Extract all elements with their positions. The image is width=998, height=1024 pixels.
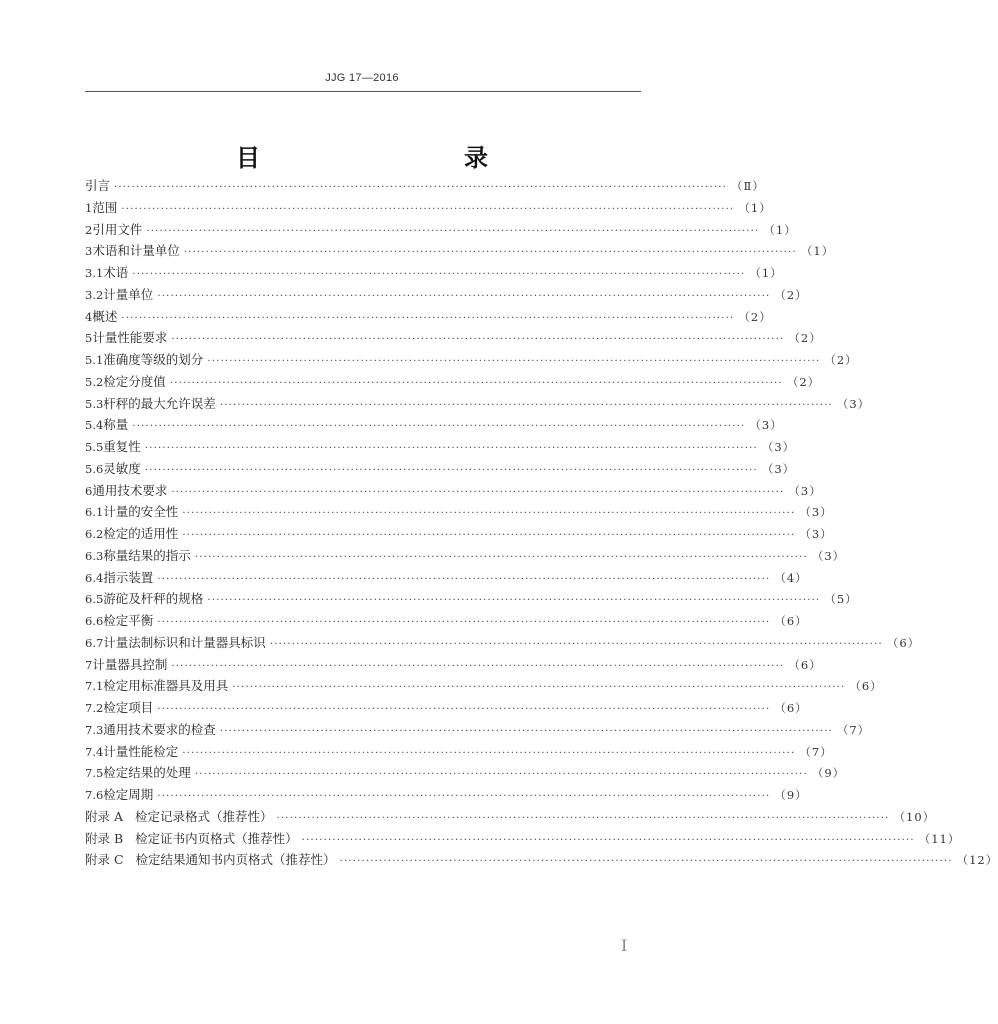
toc-entry-number: 附录 A xyxy=(85,808,124,824)
toc-entry-number: 5.1 xyxy=(85,353,104,367)
toc-entry-number: 6.6 xyxy=(85,614,104,628)
toc-dot-leader: ············································································································································ xyxy=(194,551,808,563)
toc-entry-label: 术语 xyxy=(103,265,129,280)
toc-dot-leader: ············································································································································ xyxy=(232,682,846,694)
toc-dot-leader: ············································································································································ xyxy=(144,464,758,476)
toc-entry[interactable] xyxy=(85,197,772,219)
page-title: 目 录 xyxy=(236,144,540,173)
toc-entry-label: 重复性 xyxy=(103,439,141,454)
toc-entry-number: 7.3 xyxy=(85,722,104,737)
header-divider xyxy=(85,91,641,92)
toc-entry-label: 称量结果的指示 xyxy=(103,547,191,563)
toc-entry-label: 检定结果的处理 xyxy=(103,765,191,781)
toc-entry[interactable] xyxy=(85,632,921,654)
toc-entry[interactable] xyxy=(85,436,796,458)
toc-entry-page: （7） xyxy=(799,744,833,759)
toc-dot-leader: ············································································································································ xyxy=(132,421,746,433)
toc-entry-page: （1） xyxy=(800,244,835,259)
toc-entry-label: 灵敏度 xyxy=(103,460,141,476)
toc-entry[interactable] xyxy=(85,523,833,545)
toc-dot-leader: ············································································································································ xyxy=(146,225,760,237)
toc-entry[interactable] xyxy=(85,567,808,589)
toc-entry-page: （3） xyxy=(761,440,796,454)
toc-dot-leader: ············································································································································ xyxy=(207,595,821,607)
toc-dot-leader: ············································································································································ xyxy=(121,203,735,215)
toc-entry-number: 3.1 xyxy=(85,266,104,280)
toc-entry-number: 2 xyxy=(85,222,93,237)
toc-dot-leader: ············································································································································ xyxy=(207,356,821,367)
toc-entry-label: 计量性能检定 xyxy=(103,743,179,759)
toc-entry-label: 计量的安全性 xyxy=(103,504,179,520)
toc-entry-label: 游砣及杆秤的规格 xyxy=(103,591,204,607)
toc-entry-page: （9） xyxy=(811,766,846,781)
toc-entry-page: （12） xyxy=(956,853,998,868)
toc-entry[interactable] xyxy=(85,480,822,502)
toc-entry[interactable] xyxy=(85,327,822,349)
toc-entry-page: （5） xyxy=(824,592,858,607)
toc-entry-page: （3） xyxy=(788,483,822,498)
toc-dot-leader: ············································································································································ xyxy=(157,617,771,628)
toc-entry[interactable] xyxy=(85,545,846,567)
toc-entry-label: 检定项目 xyxy=(103,700,154,715)
toc-dot-leader: ············································································································································ xyxy=(157,791,771,802)
toc-entry[interactable] xyxy=(85,719,871,741)
toc-entry-label: 检定的适用性 xyxy=(103,526,179,541)
toc-entry-page: （11） xyxy=(918,831,961,846)
toc-entry-page: （3） xyxy=(836,396,871,411)
toc-entry-label: 杆秤的最大允许误差 xyxy=(103,395,216,411)
toc-entry-label: 通用技术要求的检查 xyxy=(103,721,216,737)
toc-entry-number: 6.1 xyxy=(85,505,104,520)
toc-entry-label: 检定证书内页格式（推荐性） xyxy=(135,830,298,846)
toc-dot-leader: ············································································································································ xyxy=(276,812,890,824)
toc-entry-number: 7.2 xyxy=(85,701,104,715)
toc-entry-label: 计量法制标识和计量器具标识 xyxy=(103,634,266,650)
toc-entry[interactable] xyxy=(85,240,835,262)
toc-entry-page: （3） xyxy=(761,461,796,476)
toc-entry-page: （1） xyxy=(738,200,772,215)
toc-entry-label: 计量器具控制 xyxy=(92,656,168,672)
toc-entry-label: 通用技术要求 xyxy=(92,482,168,498)
toc-entry-page: （3） xyxy=(811,548,846,563)
toc-entry[interactable] xyxy=(85,654,822,676)
toc-entry-label: 准确度等级的划分 xyxy=(103,352,204,367)
toc-entry-label: 计量性能要求 xyxy=(92,330,168,346)
toc-entry-label: 指示装置 xyxy=(103,569,154,585)
toc-entry-page: （6） xyxy=(849,679,883,694)
toc-entry-label: 术语和计量单位 xyxy=(92,243,180,259)
toc-entry-number: 7.1 xyxy=(85,679,104,694)
toc-dot-leader: ············································································································································ xyxy=(144,443,758,454)
toc-entry-number: 6 xyxy=(85,483,93,498)
toc-entry-label: 引言 xyxy=(85,178,111,193)
toc-entry[interactable] xyxy=(85,675,883,697)
toc-entry-label: 计量单位 xyxy=(103,286,154,302)
toc-entry-page: （3） xyxy=(799,527,833,541)
toc-entry[interactable] xyxy=(85,806,936,828)
toc-entry[interactable] xyxy=(85,393,871,415)
toc-dot-leader: ············································································································································ xyxy=(169,377,783,389)
toc-dot-leader: ············································································································································ xyxy=(339,856,953,868)
toc-entry-number: 附录 B xyxy=(85,830,124,846)
toc-entry-number: 5.3 xyxy=(85,396,104,411)
toc-entry-page: （7） xyxy=(836,722,871,737)
toc-entry-page: （1） xyxy=(749,266,783,280)
toc-entry-page: （6） xyxy=(774,614,808,628)
toc-entry[interactable] xyxy=(85,414,783,436)
toc-entry[interactable] xyxy=(85,284,808,306)
toc-entry[interactable] xyxy=(85,371,821,393)
toc-entry-page: （2） xyxy=(774,287,808,302)
toc-entry-page: （6） xyxy=(886,635,921,650)
toc-dot-leader: ············································································································································ xyxy=(301,834,915,846)
toc-entry-number: 5.5 xyxy=(85,440,104,454)
toc-entry-label: 检定周期 xyxy=(103,787,154,802)
toc-entry-number: 5.2 xyxy=(85,374,104,389)
toc-entry[interactable] xyxy=(85,784,808,806)
toc-dot-leader: ············································································································································ xyxy=(171,334,785,346)
toc-entry-number: 6.7 xyxy=(85,635,104,650)
toc-entry-page: （2） xyxy=(824,353,858,367)
toc-entry-label: 引用文件 xyxy=(92,221,143,237)
toc-entry-label: 检定结果通知书内页格式（推荐性） xyxy=(135,852,336,868)
toc-entry-label: 检定记录格式（推荐性） xyxy=(135,808,273,824)
toc-entry-label: 检定用标准器具及用具 xyxy=(103,678,229,694)
toc-dot-leader: ············································································································································ xyxy=(219,725,833,737)
toc-entry[interactable] xyxy=(85,741,833,763)
toc-dot-leader: ············································································································································ xyxy=(182,530,796,541)
toc-dot-leader: ············································································································································ xyxy=(114,182,728,193)
toc-entry-page: （3） xyxy=(799,505,833,520)
standard-code-header: JJG 17—2016 xyxy=(325,72,399,84)
toc-entry-number: 6.4 xyxy=(85,570,104,585)
toc-dot-leader: ············································································································································ xyxy=(157,290,771,302)
toc-entry-page: （3） xyxy=(749,418,783,433)
toc-entry-page: （6） xyxy=(774,701,808,715)
toc-entry-number: 5.4 xyxy=(85,418,104,433)
toc-dot-leader: ············································································································································ xyxy=(269,638,883,650)
toc-dot-leader: ············································································································································ xyxy=(219,399,833,411)
toc-entry-label: 概述 xyxy=(92,308,118,324)
toc-entry-number: 7.5 xyxy=(85,766,104,781)
toc-dot-leader: ············································································································································ xyxy=(132,269,746,280)
toc-entry[interactable] xyxy=(85,697,808,719)
toc-entry-number: 7.4 xyxy=(85,744,104,759)
toc-entry-number: 6.3 xyxy=(85,548,104,563)
toc-entry-page: （Ⅱ） xyxy=(731,179,765,193)
toc-dot-leader: ············································································································································ xyxy=(183,247,797,259)
toc-entry-page: （2） xyxy=(738,309,772,324)
toc-dot-leader: ············································································································································ xyxy=(157,573,771,585)
toc-entry[interactable] xyxy=(85,262,783,284)
toc-entry-page: （2） xyxy=(788,331,822,346)
toc-entry-number: 4 xyxy=(85,309,93,324)
toc-dot-leader: ············································································································································ xyxy=(171,660,785,672)
toc-entry-page: （9） xyxy=(774,788,808,802)
toc-dot-leader: ············································································································································ xyxy=(157,704,771,715)
toc-entry[interactable] xyxy=(85,762,846,784)
toc-entry-page: （10） xyxy=(893,809,936,824)
toc-dot-leader: ············································································································································ xyxy=(171,486,785,498)
toc-entry[interactable] xyxy=(85,849,998,871)
toc-dot-leader: ············································································································································ xyxy=(182,747,796,759)
toc-entry[interactable] xyxy=(85,501,833,523)
toc-entry-page: （4） xyxy=(774,570,808,585)
toc-entry-number: 附录 C xyxy=(85,852,124,868)
toc-dot-leader: ············································································································································ xyxy=(121,312,735,324)
toc-entry-page: （6） xyxy=(788,657,822,672)
toc-entry-number: 7 xyxy=(85,657,93,672)
toc-entry[interactable] xyxy=(85,610,808,632)
toc-entry-page: （2） xyxy=(786,374,821,389)
toc-entry[interactable] xyxy=(85,458,796,480)
toc-entry-label: 检定平衡 xyxy=(103,613,154,628)
toc-dot-leader: ············································································································································ xyxy=(182,508,796,520)
toc-entry[interactable] xyxy=(85,828,961,850)
toc-entry-number: 5 xyxy=(85,331,93,346)
toc-entry[interactable] xyxy=(85,306,772,328)
toc-entry[interactable] xyxy=(85,175,765,197)
toc-entry-number: 7.6 xyxy=(85,788,104,802)
toc-entry-number: 6.2 xyxy=(85,527,104,541)
toc-dot-leader: ············································································································································ xyxy=(194,769,808,781)
toc-entry-number: 5.6 xyxy=(85,461,104,476)
toc-entry-label: 称量 xyxy=(103,417,129,433)
table-of-contents xyxy=(85,175,998,871)
page-number: I xyxy=(621,936,628,955)
toc-entry-label: 范围 xyxy=(92,199,118,215)
toc-entry[interactable] xyxy=(85,349,858,371)
toc-entry-label: 检定分度值 xyxy=(103,373,166,389)
toc-entry-page: （1） xyxy=(763,222,797,237)
toc-entry[interactable] xyxy=(85,219,797,241)
toc-entry-number: 3 xyxy=(85,244,93,259)
toc-entry-number: 6.5 xyxy=(85,592,104,607)
toc-entry[interactable] xyxy=(85,588,858,610)
toc-entry-number: 1 xyxy=(85,200,93,215)
toc-entry-number: 3.2 xyxy=(85,287,104,302)
